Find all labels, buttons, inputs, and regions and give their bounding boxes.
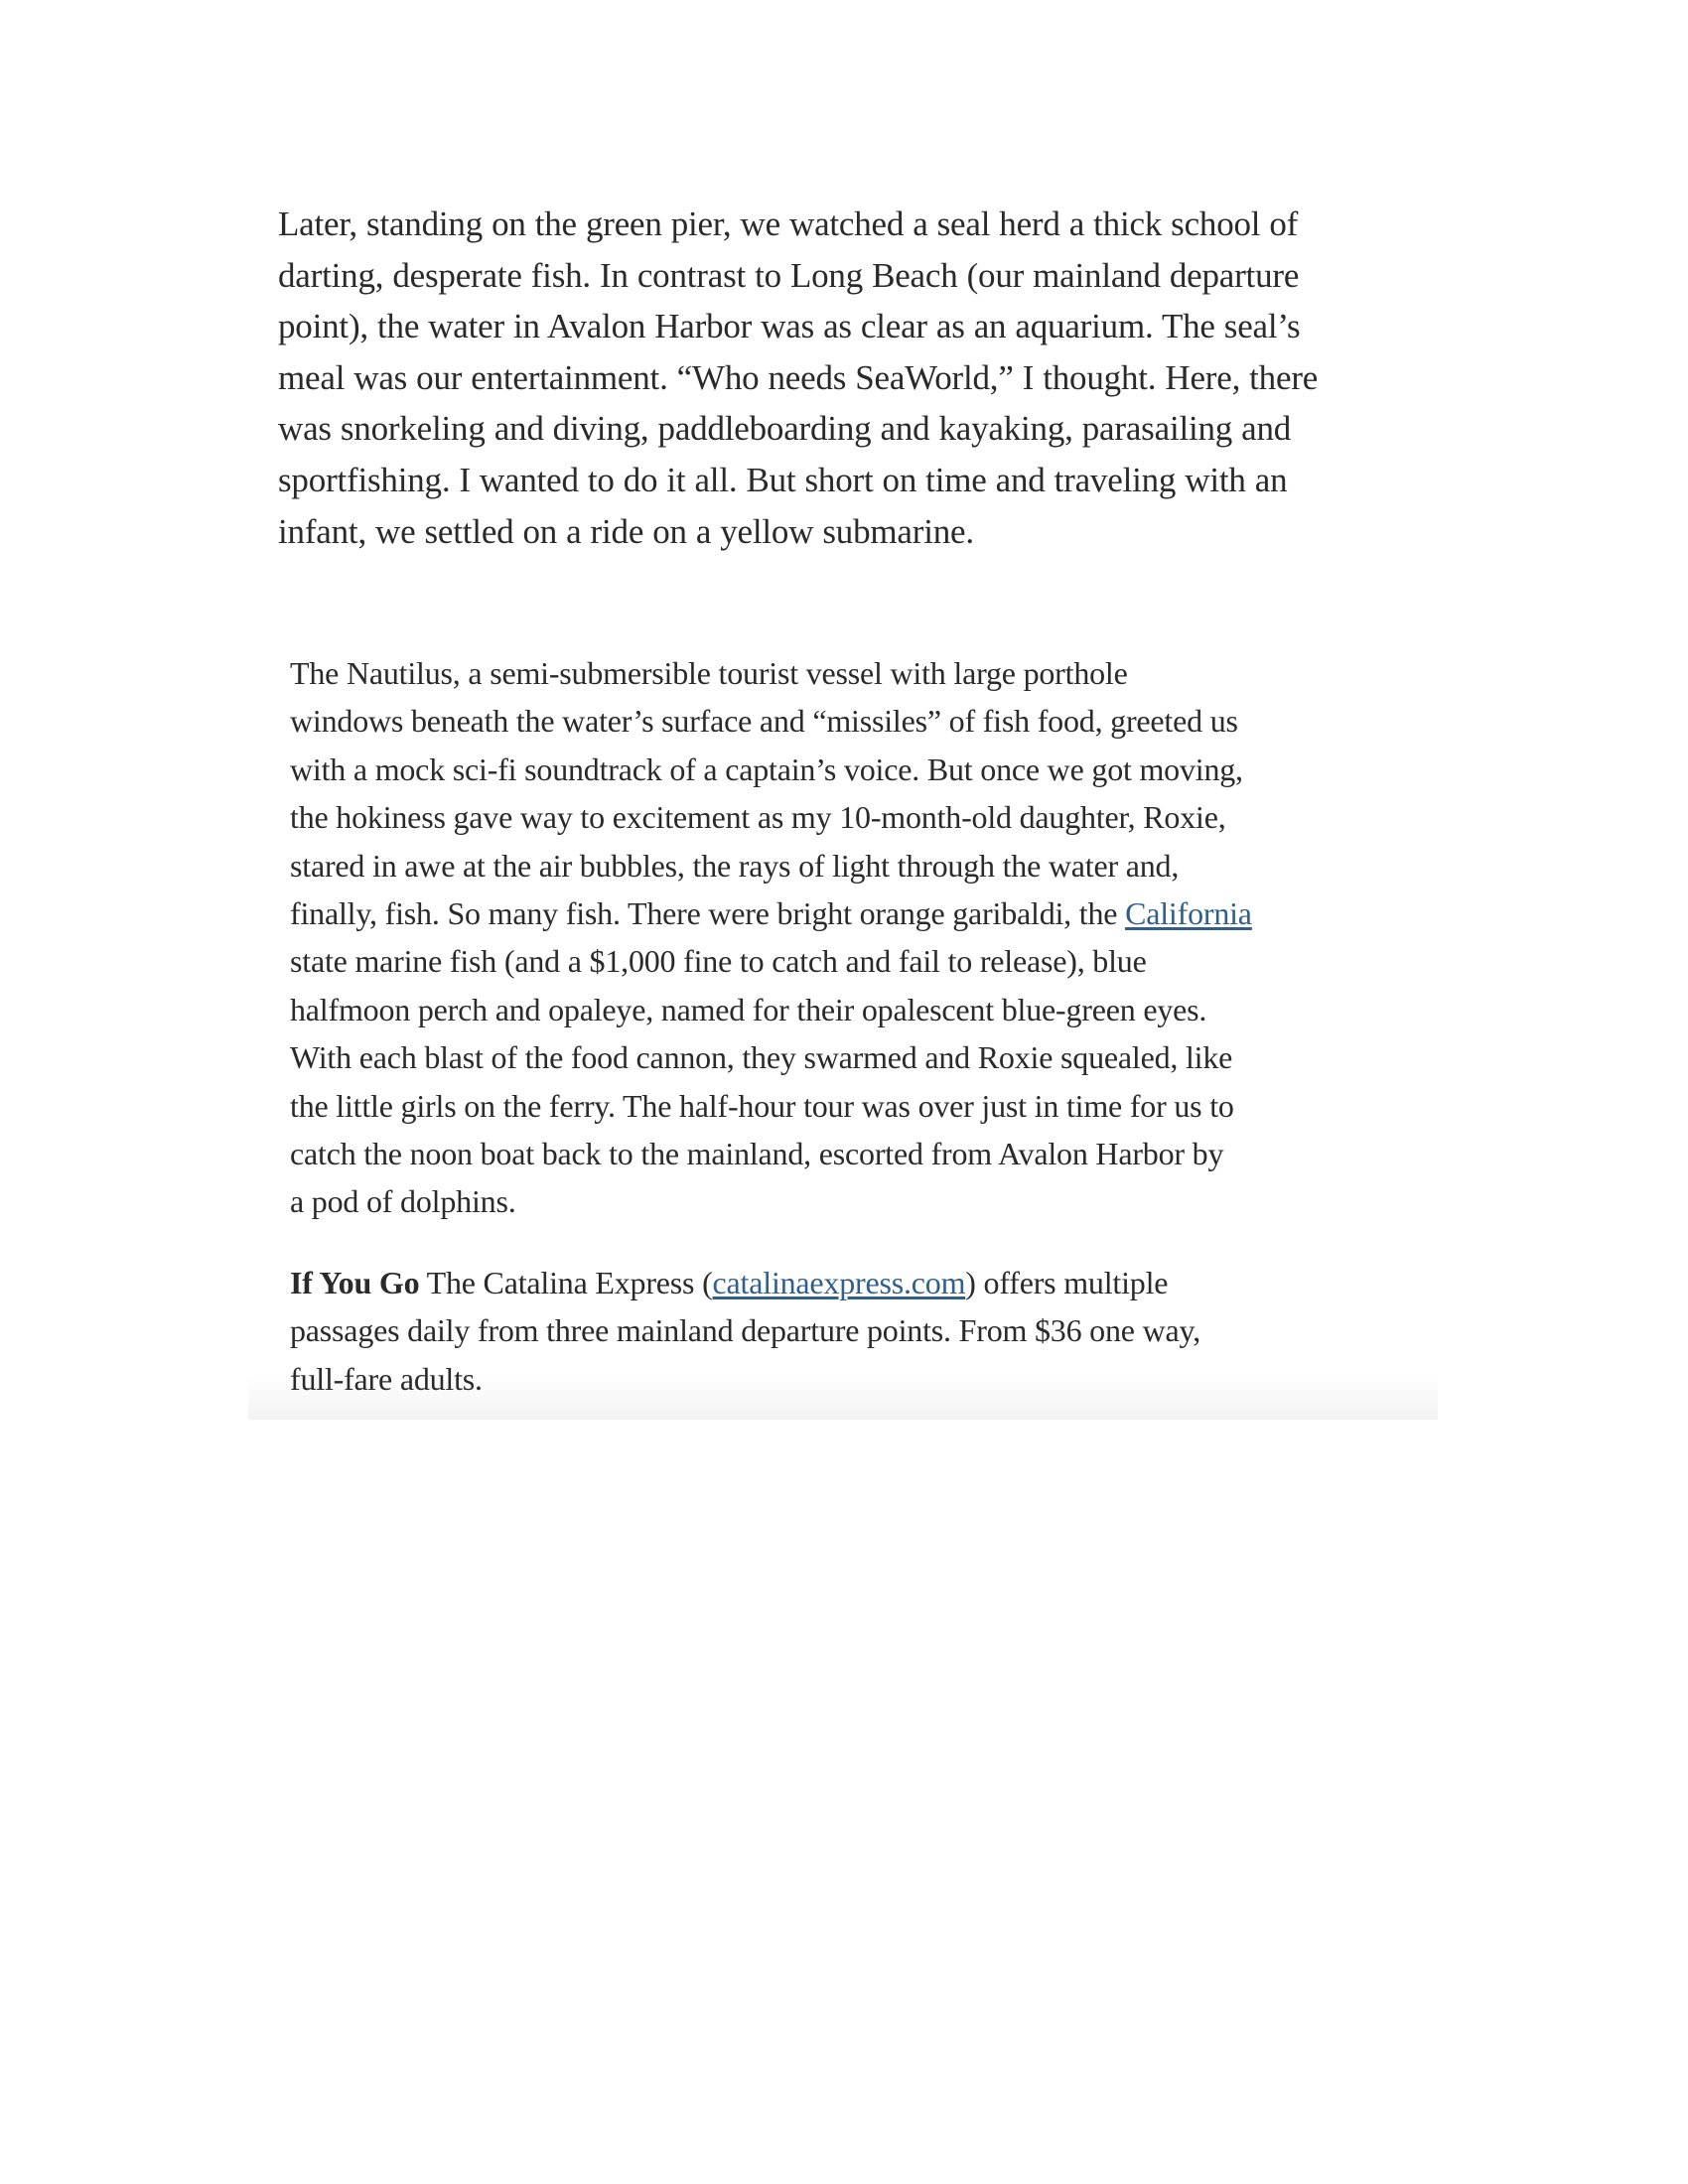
text-line: The Nautilus, a semi-submersible tourist vessel with large porthole <box>290 655 1128 691</box>
text-segment: finally, fish. So many fish. There were bright orange garibaldi, the <box>290 895 1126 932</box>
catalina-express-link[interactable]: catalinaexpress.com <box>712 1265 966 1300</box>
text-line: state marine fish (and a $1,000 fine to catch and fail to release), blue <box>290 943 1147 980</box>
text-line: sportfishing. I wanted to do it all. But short on time and traveling with an <box>278 460 1288 499</box>
california-link[interactable]: California <box>1125 895 1252 932</box>
text-line: With each blast of the food cannon, they swarmed and Roxie squealed, like <box>290 1039 1233 1076</box>
text-line: halfmoon perch and opaleye, named for their opalescent blue-green eyes. <box>290 991 1207 1027</box>
text-line <box>290 889 1422 937</box>
text-line <box>290 1259 1422 1306</box>
text-line: Later, standing on the green pier, we watched a seal herd a thick school of <box>278 205 1299 243</box>
text-line: with a mock sci-fi soundtrack of a captain’s voice. But once we got moving, <box>290 751 1243 787</box>
text-line: windows beneath the water’s surface and “missiles” of fish food, greeted us <box>290 703 1238 740</box>
text-line: infant, we settled on a ride on a yellow submarine. <box>278 511 974 551</box>
text-line: passages daily from three mainland departure points. From $36 one way, <box>290 1312 1201 1349</box>
text-line: darting, desperate fish. In contrast to Long Beach (our mainland departure <box>278 255 1300 295</box>
text-line: point), the water in Avalon Harbor was as clear as an aquarium. The seal’s <box>278 307 1301 346</box>
text-line: the hokiness gave way to excitement as my 10-month-old daughter, Roxie, <box>290 799 1226 836</box>
paragraph-pier <box>278 199 1410 557</box>
text-line: was snorkeling and diving, paddleboarding and kayaking, parasailing and <box>278 409 1292 449</box>
if-you-go-heading: If You Go <box>290 1265 420 1300</box>
text-line: meal was our entertainment. “Who needs SeaWorld,” I thought. Here, there <box>278 357 1319 397</box>
article-continuation-box <box>248 635 1438 1420</box>
text-line: a pod of dolphins. <box>290 1183 516 1220</box>
paragraph-if-you-go <box>290 1259 1422 1403</box>
paragraph-nautilus <box>290 649 1422 1226</box>
text-line: catch the noon boat back to the mainland, escorted from Avalon Harbor by <box>290 1136 1224 1172</box>
text-line: stared in awe at the air bubbles, the rays of light through the water and, <box>290 847 1180 884</box>
text-segment: ) offers multiple <box>965 1265 1169 1300</box>
text-line: the little girls on the ferry. The half-hour tour was over just in time for us to <box>290 1087 1234 1124</box>
text-line: full-fare adults. <box>290 1360 483 1397</box>
text-segment: The Catalina Express ( <box>419 1265 713 1300</box>
